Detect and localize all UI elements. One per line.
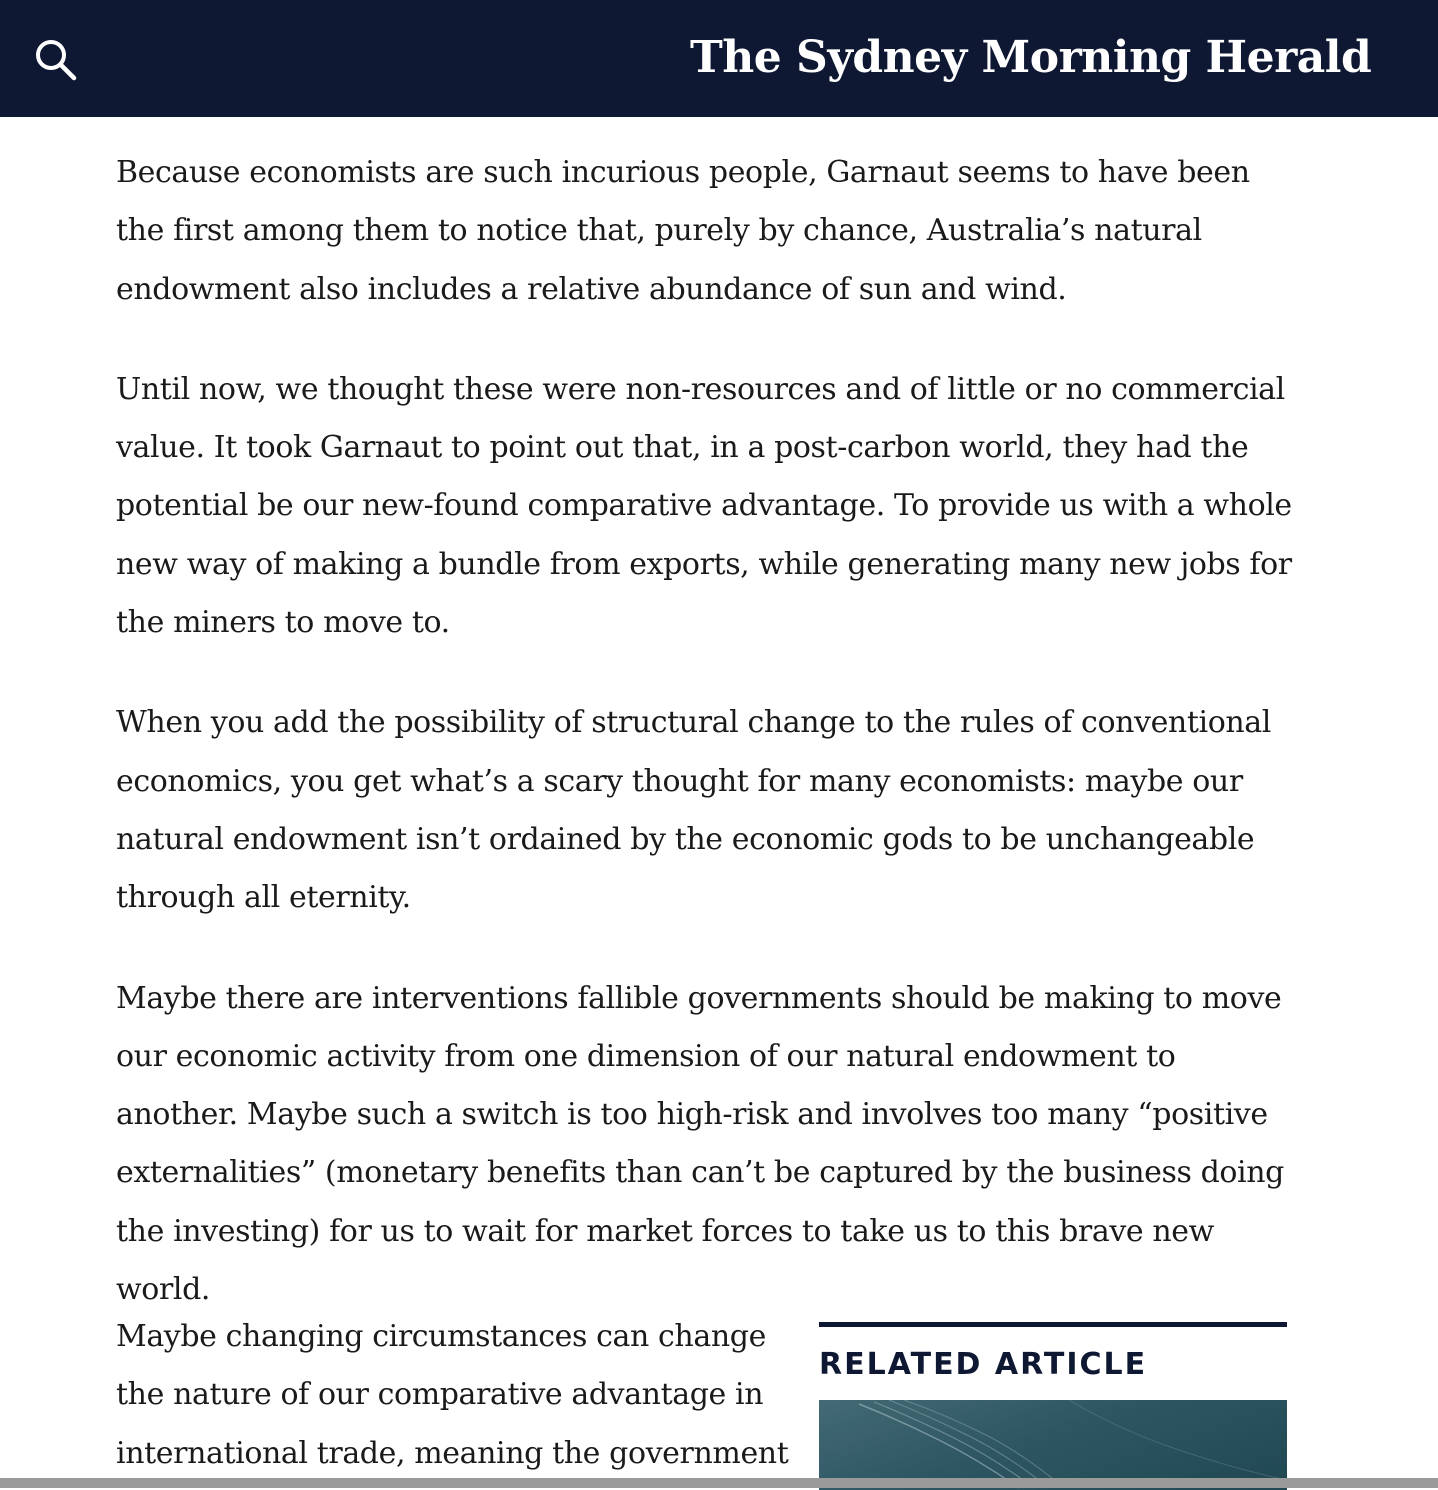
related-article-image[interactable] <box>819 1400 1287 1490</box>
article-paragraph: Maybe changing circumstances can change the nature of our comparative advantage in international trade, meaning the government <box>116 1319 789 1471</box>
masthead-logo[interactable]: The Sydney Morning Herald <box>690 32 1372 83</box>
article-body-continued <box>116 1308 796 1483</box>
search-button[interactable] <box>30 34 82 86</box>
search-icon <box>30 34 82 86</box>
status-bar <box>0 1478 1438 1488</box>
site-header <box>0 0 1438 117</box>
related-article-label: RELATED ARTICLE <box>819 1347 1148 1382</box>
article-paragraph: Because economists are such incurious people, Garnaut seems to have been the first among them to notice that, purely by chance, Australia’s natural endowment also includes a relative abundance of sun and wind. <box>116 155 1250 307</box>
article-body <box>116 144 1296 1361</box>
article-paragraph: Maybe there are interventions fallible governments should be making to move our economic activity from one dimension of our natural endowment to another. Maybe such a switch is too high-risk and involves too many “positive externalities” (monetary benefits than can’t be captured by the business doing the investing) for us to wait for market forces to take us to this brave new world. <box>116 980 1284 1308</box>
article-paragraph: Until now, we thought these were non-resources and of little or no commercial value. It took Garnaut to point out that, in a post-carbon world, they had the potential be our new-found comparative advantage. To provide us with a whole new way of making a bundle from exports, while generating many new jobs for the miners to move to. <box>116 371 1292 641</box>
article-paragraph: When you add the possibility of structural change to the rules of conventional economics, you get what’s a scary thought for many economists: maybe our natural endowment isn’t ordained by the economic gods to be unchangeable through all eternity. <box>116 705 1271 916</box>
ocean-image <box>819 1400 1287 1490</box>
related-article <box>819 1322 1287 1383</box>
